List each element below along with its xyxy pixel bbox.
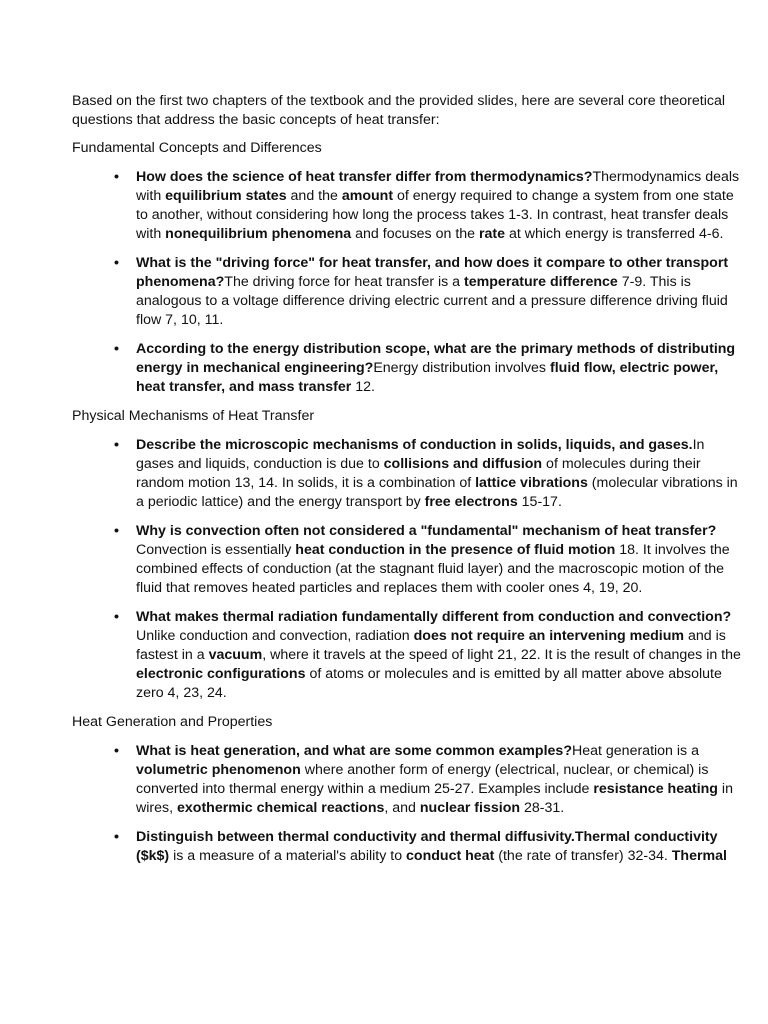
bold-run: free electrons: [424, 494, 518, 510]
text-run: , and: [384, 800, 420, 816]
text-run: and focuses on the: [351, 226, 479, 242]
bold-run: lattice vibrations: [475, 475, 588, 491]
bold-run: temperature difference: [464, 274, 618, 290]
text-run: and the: [286, 188, 342, 204]
bold-run: Why is convection often not considered a "fundamental" mechanism of heat transfer?: [136, 523, 717, 539]
text-run: 18. It involves the combined effects of conduction (at the stagnant fluid layer) and the macroscopic motion of the fluid that removes heated particles and replaces them with cooler ones 4, 19, 20.: [136, 542, 730, 596]
list-item: [72, 168, 744, 244]
text-run: of energy required to change a system from one state to another, without considering how long the process takes 1-3. In contrast, heat transfer deals with: [136, 188, 734, 242]
section-heading-generation: Heat Generation and Properties: [72, 714, 273, 730]
text-run: The driving force for heat transfer is a: [224, 274, 465, 290]
bold-run: What makes thermal radiation fundamentally different from conduction and convection?: [136, 609, 732, 625]
question-list-mechanisms: [72, 436, 744, 703]
intro-paragraph: Based on the first two chapters of the textbook and the provided slides, here are several core theoretical questions that address the basic concepts of heat transfer:: [72, 93, 725, 128]
text-run: (molecular vibrations in a periodic lattice) and the energy transport by: [136, 475, 738, 510]
text-run: Convection is essentially: [136, 542, 296, 558]
text-run: Unlike conduction and convection, radiation: [136, 628, 414, 644]
section-heading-mechanisms: Physical Mechanisms of Heat Transfer: [72, 408, 315, 424]
bold-run: Distinguish between thermal conductivity and thermal diffusivity.: [136, 829, 575, 845]
bold-run: nuclear fission: [419, 800, 521, 816]
bold-run: does not require an intervening medium: [413, 628, 685, 644]
bold-run: electronic configurations: [136, 666, 306, 682]
list-item: [72, 608, 744, 703]
bold-run: heat conduction in the presence of fluid motion: [295, 542, 616, 558]
bold-run: resistance heating: [593, 781, 718, 797]
text-run: Thermodynamics deals with: [136, 169, 740, 204]
section-heading-fundamentals: Fundamental Concepts and Differences: [72, 140, 322, 156]
list-item: [72, 436, 744, 512]
text-run: (the rate of transfer) 32-34.: [494, 848, 672, 864]
text-run: In gases and liquids, conduction is due to: [136, 437, 705, 472]
text-run: 28-31.: [520, 800, 565, 816]
bold-run: Describe the microscopic mechanisms of conduction in solids, liquids, and gases.: [136, 437, 693, 453]
list-item: [72, 522, 744, 598]
text-run: in wires,: [136, 781, 733, 816]
bold-run: nonequilibrium phenomena: [165, 226, 352, 242]
text-run: 7-9. This is analogous to a voltage difference driving electric current and a pressure difference driving fluid flow 7, 10, 11.: [136, 274, 728, 328]
list-item: [72, 742, 744, 818]
list-item: [72, 340, 744, 397]
bold-run: conduct heat: [406, 848, 495, 864]
text-run: 12.: [351, 379, 375, 395]
text-run: at which energy is transferred 4-6.: [505, 226, 724, 242]
bold-run: What is heat generation, and what are some common examples?: [136, 743, 572, 759]
text-run: where another form of energy (electrical, nuclear, or chemical) is converted into thermal energy within a medium 25-27. Examples include: [136, 762, 709, 797]
text-run: is a measure of a material's ability to: [169, 848, 407, 864]
bold-run: What is the "driving force" for heat transfer, and how does it compare to other transport phenomena?: [136, 255, 729, 290]
text-run: , where it travels at the speed of light 21, 22. It is the result of changes in the: [262, 647, 741, 663]
question-list-generation: [72, 742, 744, 866]
bold-run: vacuum: [208, 647, 263, 663]
bold-run: Thermal conductivity ($k$): [136, 829, 718, 864]
bold-run: equilibrium states: [165, 188, 287, 204]
text-run: of molecules during their random motion 13, 14. In solids, it is a combination of: [136, 456, 701, 491]
bold-run: collisions and diffusion: [383, 456, 543, 472]
bold-run: According to the energy distribution scope, what are the primary methods of distributing energy in mechanical engineering?: [136, 341, 736, 376]
bold-run: volumetric phenomenon: [136, 762, 301, 778]
list-item: [72, 828, 744, 866]
text-run: and is fastest in a: [136, 628, 726, 663]
bold-run: exothermic chemical reactions: [177, 800, 385, 816]
bold-run: amount: [341, 188, 394, 204]
question-list-fundamentals: [72, 168, 744, 397]
list-item: [72, 254, 744, 330]
text-run: Energy distribution involves: [373, 360, 550, 376]
text-run: of atoms or molecules and is emitted by all matter above absolute zero 4, 23, 24.: [136, 666, 722, 701]
bold-run: Thermal: [671, 848, 727, 864]
text-run: 15-17.: [517, 494, 562, 510]
bold-run: How does the science of heat transfer differ from thermodynamics?: [136, 169, 593, 185]
bold-run: fluid flow, electric power, heat transfer, and mass transfer: [136, 360, 719, 395]
bold-run: rate: [478, 226, 506, 242]
text-run: Heat generation is a: [571, 743, 699, 759]
